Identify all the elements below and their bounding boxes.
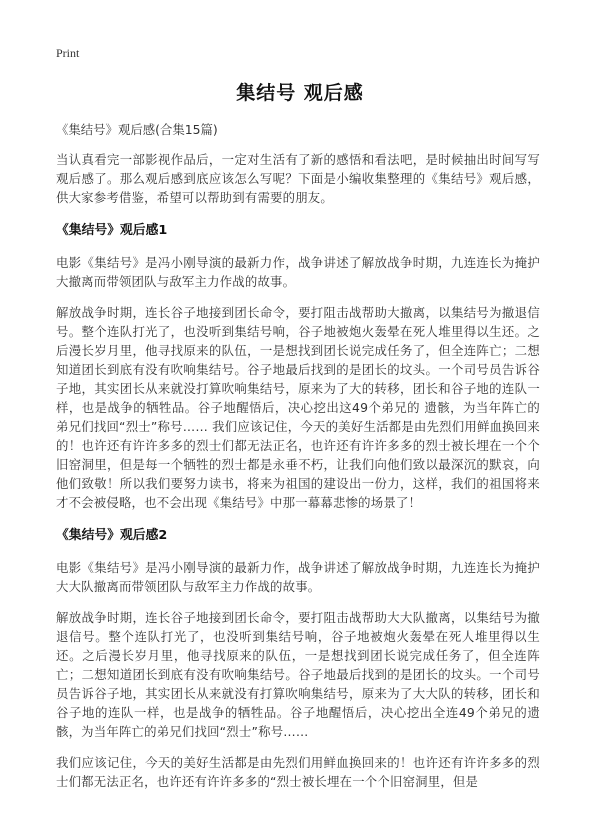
intro-paragraph: 当认真看完一部影视作品后，一定对生活有了新的感悟和看法吧，是时候抽出时间写写观后感了。那么观后感到底应该怎么写呢？下面是小编收集整理的《集结号》观后感，供大家参考借鉴，希望可以帮助到有需要的朋友。 [56,152,540,205]
section-1-paragraph-1: 电影《集结号》是冯小刚导演的最新力作，战争讲述了解放战争时期，九连连长为掩护大撤离而带领团队与敌军主力作战的故事。 [56,255,540,289]
print-link[interactable]: Print [56,46,80,60]
section-2-paragraph-1: 电影《集结号》是冯小刚导演的最新力作，战争讲述了解放战争时期，九连连长为掩护大大队撤离而带领团队与敌军主力作战的故事。 [56,560,540,594]
section-heading-1: 《集结号》观后感1 [56,223,168,238]
page-title: 集结号 观后感 [236,82,364,104]
article-subtitle: 《集结号》观后感(合集15篇) [56,122,218,137]
section-heading-2: 《集结号》观后感2 [56,528,168,543]
article-body [56,120,540,803]
section-2-paragraph-2: 解放战争时期，连长谷子地接到团长命令，要打阻击战帮助大大队撤离，以集结号为撤退信号。整个连队打光了，也没听到集结号响，谷子地被炮火轰晕在死人堆里得以生还。之后漫长岁月里，他寻找原来的队伍，一是想找到团长说完成任务了，但全连阵亡；二想知道团长到底有没有吹响集结号。谷子地最后找到的是团长的坟头。一个司号员告诉谷子地，其实团长从来就没有打算吹响集结号，原来为了大大队的转移，团长和谷子地的连队一样，也是战争的牺牲品。谷子地醒悟后，决心挖出全连49个弟兄的遗骸，为当年阵亡的弟兄们找回“烈士”称号…… [56,610,540,739]
section-2-paragraph-3: 我们应该记住，今天的美好生活都是由先烈们用鲜血换回来的！也许还有许许多多的烈士们都无法正名，也许还有许许多多的“烈士被长埋在一个个旧窑洞里，但是 [56,755,540,789]
section-1-paragraph-2: 解放战争时期，连长谷子地接到团长命令，要打阻击战帮助大撤离，以集结号为撤退信号。整个连队打光了，也没听到集结号响，谷子地被炮火轰晕在死人堆里得以生还。之后漫长岁月里，他寻找原来的队伍，一是想找到团长说完成任务了，但全连阵亡；二想知道团长到底有没有吹响集结号。谷子地最后找到的是团长的坟头。一个司号员告诉谷子地，其实团长从来就没打算吹响集结号，原来为了大的转移，团长和谷子地的连队一样，也是战争的牺牲品。谷子地醒悟后，决心挖出这49个弟兄的 遗骸，为当年阵亡的弟兄们找回“烈士”称号…… 我们应该记住，今天的美好生活都是由先烈们用鲜血换回来的！也许还有许许多多的烈士们都无法正名，也许还有许许多多的烈士被长埋在一个个旧窑洞里，但是每一个牺牲的烈士都是永垂不朽，让我们向他们致以最深沉的默哀，向他们致敬！所以我们要努力读书，将来为祖国的建设出一份力，这样，我们的祖国将来才不会被侵略，也不会出现《集结号》中那一幕幕悲惨的场景了！ [56,305,540,510]
